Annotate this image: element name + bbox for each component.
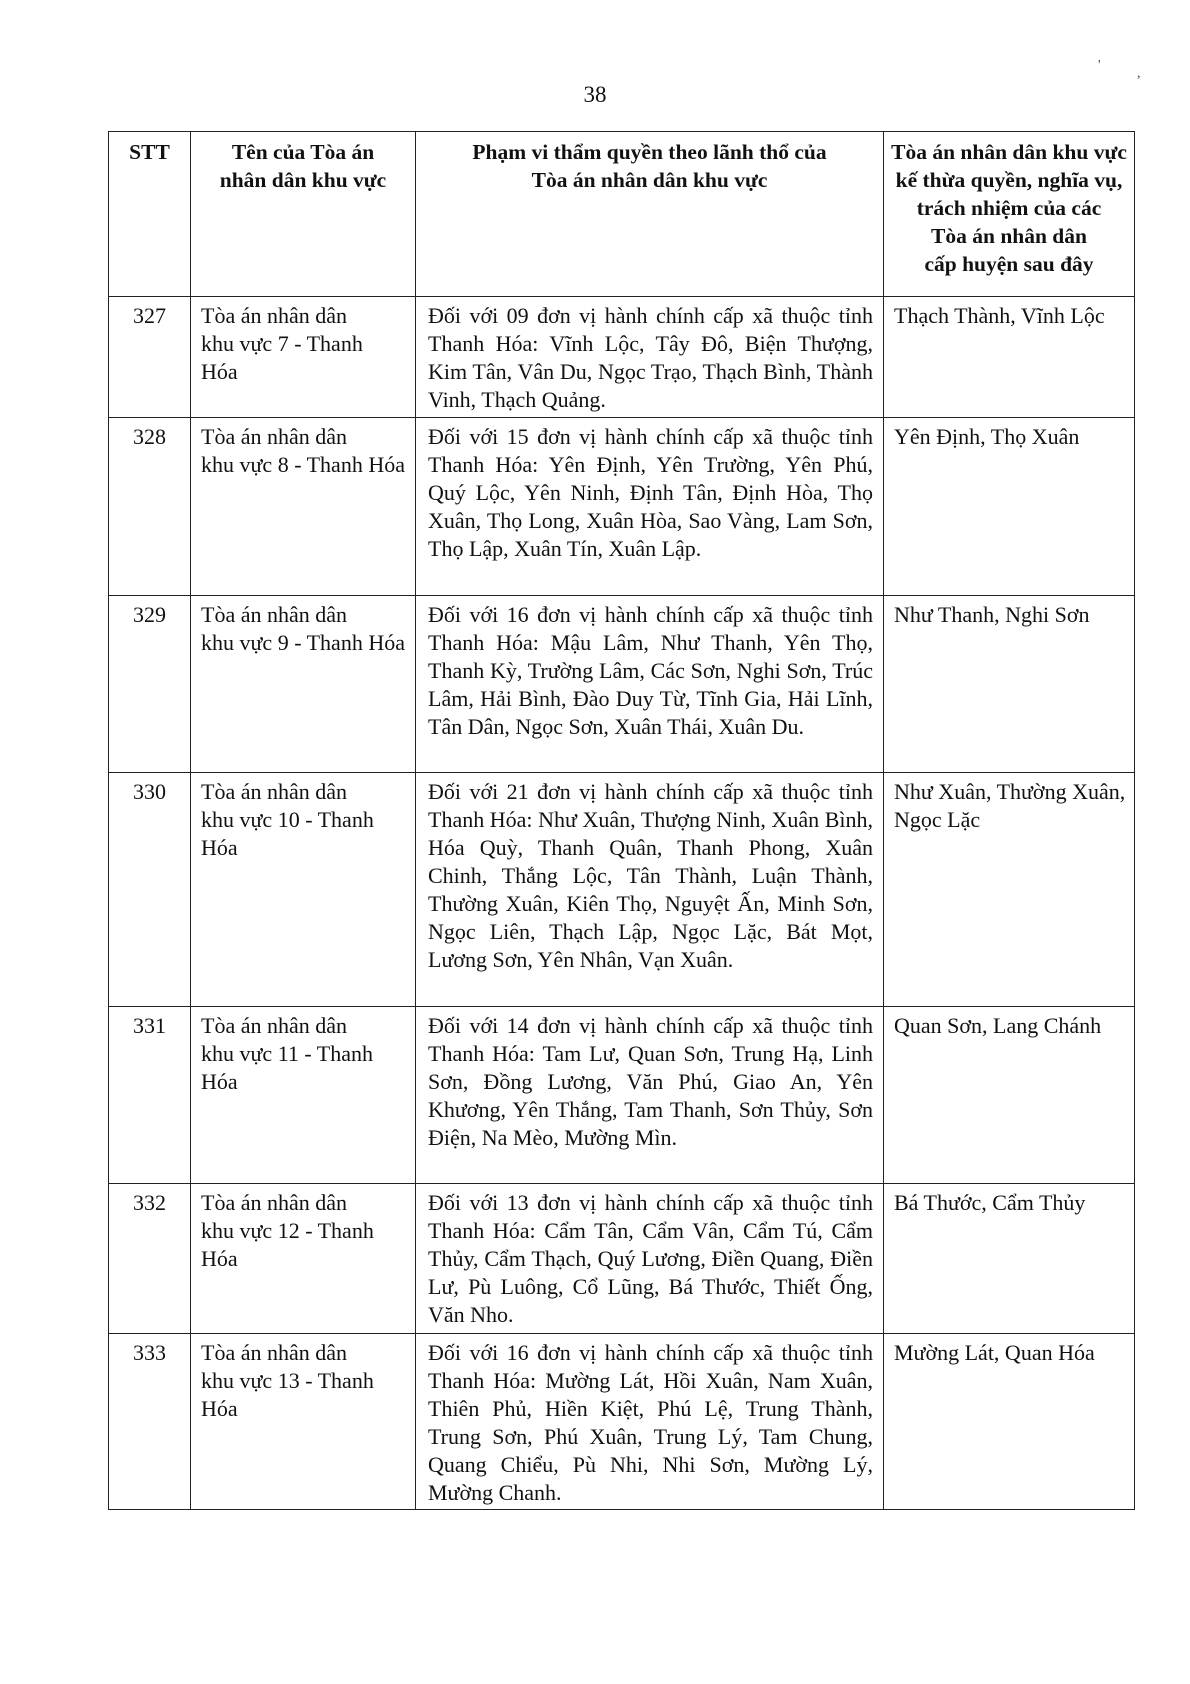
table-row xyxy=(109,1334,1135,1510)
table-row xyxy=(109,596,1135,773)
table-row xyxy=(109,297,1135,418)
page-number: 38 xyxy=(583,82,607,107)
scan-mark: ' xyxy=(1098,58,1101,73)
row-court-name: Tòa án nhân dân khu vực 9 - Thanh Hóa xyxy=(191,596,416,773)
row-scope: Đối với 13 đơn vị hành chính cấp xã thuộc tỉnh Thanh Hóa: Cẩm Tân, Cẩm Vân, Cẩm Tú, Cẩm Thủy, Cẩm Thạch, Quý Lương, Điền Quang, Điền Lư, Pù Luông, Cổ Lũng, Bá Thước, Thiết Ống, Văn Nho. xyxy=(416,1184,884,1334)
row-court-name: Tòa án nhân dân khu vực 8 - Thanh Hóa xyxy=(191,418,416,596)
row-scope: Đối với 16 đơn vị hành chính cấp xã thuộc tỉnh Thanh Hóa: Mường Lát, Hồi Xuân, Nam Xuân, Thiên Phủ, Hiền Kiệt, Phú Lệ, Trung Thành, Trung Sơn, Phú Xuân, Trung Lý, Tam Chung, Quang Chiểu, Pù Nhi, Nhi Sơn, Mường Lý, Mường Chanh. xyxy=(416,1334,884,1510)
row-stt: 329 xyxy=(109,596,191,773)
table-row xyxy=(109,773,1135,1007)
row-scope: Đối với 09 đơn vị hành chính cấp xã thuộc tỉnh Thanh Hóa: Vĩnh Lộc, Tây Đô, Biện Thượng, Kim Tân, Vân Du, Ngọc Trạo, Thạch Bình, Thành Vinh, Thạch Quảng. xyxy=(416,297,884,418)
row-court-name: Tòa án nhân dân khu vực 11 - Thanh Hóa xyxy=(191,1007,416,1184)
row-stt: 331 xyxy=(109,1007,191,1184)
row-scope: Đối với 16 đơn vị hành chính cấp xã thuộc tỉnh Thanh Hóa: Mậu Lâm, Như Thanh, Yên Thọ, Thanh Kỳ, Trường Lâm, Các Sơn, Nghi Sơn, Trúc Lâm, Hải Bình, Đào Duy Từ, Tĩnh Gia, Hải Lĩnh, Tân Dân, Ngọc Sơn, Xuân Thái, Xuân Du. xyxy=(416,596,884,773)
row-scope: Đối với 14 đơn vị hành chính cấp xã thuộc tỉnh Thanh Hóa: Tam Lư, Quan Sơn, Trung Hạ, Linh Sơn, Đồng Lương, Văn Phú, Giao An, Yên Khương, Yên Thắng, Tam Thanh, Sơn Thủy, Sơn Điện, Na Mèo, Mường Mìn. xyxy=(416,1007,884,1184)
row-stt: 330 xyxy=(109,773,191,1007)
row-inherited: Bá Thước, Cẩm Thủy xyxy=(884,1184,1135,1334)
row-inherited: Như Xuân, Thường Xuân, Ngọc Lặc xyxy=(884,773,1135,1007)
court-jurisdiction-table xyxy=(108,131,1135,1510)
row-stt: 333 xyxy=(109,1334,191,1510)
row-stt: 332 xyxy=(109,1184,191,1334)
header-inherited-courts: Tòa án nhân dân khu vực kế thừa quyền, nghĩa vụ, trách nhiệm của các Tòa án nhân dân cấp huyện sau đây xyxy=(884,132,1135,297)
scan-mark: , xyxy=(1137,66,1141,81)
row-court-name: Tòa án nhân dân khu vực 12 - Thanh Hóa xyxy=(191,1184,416,1334)
table-row xyxy=(109,418,1135,596)
table-header-row xyxy=(109,132,1135,297)
row-court-name: Tòa án nhân dân khu vực 7 - Thanh Hóa xyxy=(191,297,416,418)
row-inherited: Thạch Thành, Vĩnh Lộc xyxy=(884,297,1135,418)
header-court-name: Tên của Tòa án nhân dân khu vực xyxy=(191,132,416,297)
row-court-name: Tòa án nhân dân khu vực 13 - Thanh Hóa xyxy=(191,1334,416,1510)
table-row xyxy=(109,1007,1135,1184)
header-jurisdiction-scope: Phạm vi thẩm quyền theo lãnh thổ của Tòa án nhân dân khu vực xyxy=(416,132,884,297)
row-inherited: Mường Lát, Quan Hóa xyxy=(884,1334,1135,1510)
row-stt: 327 xyxy=(109,297,191,418)
table-row xyxy=(109,1184,1135,1334)
row-scope: Đối với 15 đơn vị hành chính cấp xã thuộc tỉnh Thanh Hóa: Yên Định, Yên Trường, Yên Phú, Quý Lộc, Yên Ninh, Định Tân, Định Hòa, Thọ Xuân, Thọ Long, Xuân Hòa, Sao Vàng, Lam Sơn, Thọ Lập, Xuân Tín, Xuân Lập. xyxy=(416,418,884,596)
row-inherited: Yên Định, Thọ Xuân xyxy=(884,418,1135,596)
row-inherited: Quan Sơn, Lang Chánh xyxy=(884,1007,1135,1184)
header-stt: STT xyxy=(109,132,191,297)
row-court-name: Tòa án nhân dân khu vực 10 - Thanh Hóa xyxy=(191,773,416,1007)
row-stt: 328 xyxy=(109,418,191,596)
row-scope: Đối với 21 đơn vị hành chính cấp xã thuộc tỉnh Thanh Hóa: Như Xuân, Thượng Ninh, Xuân Bình, Hóa Quỳ, Thanh Quân, Thanh Phong, Xuân Chinh, Thắng Lộc, Tân Thành, Luận Thành, Thường Xuân, Kiên Thọ, Nguyệt Ấn, Minh Sơn, Ngọc Liên, Thạch Lập, Ngọc Lặc, Bát Mọt, Lương Sơn, Yên Nhân, Vạn Xuân. xyxy=(416,773,884,1007)
row-inherited: Như Thanh, Nghi Sơn xyxy=(884,596,1135,773)
